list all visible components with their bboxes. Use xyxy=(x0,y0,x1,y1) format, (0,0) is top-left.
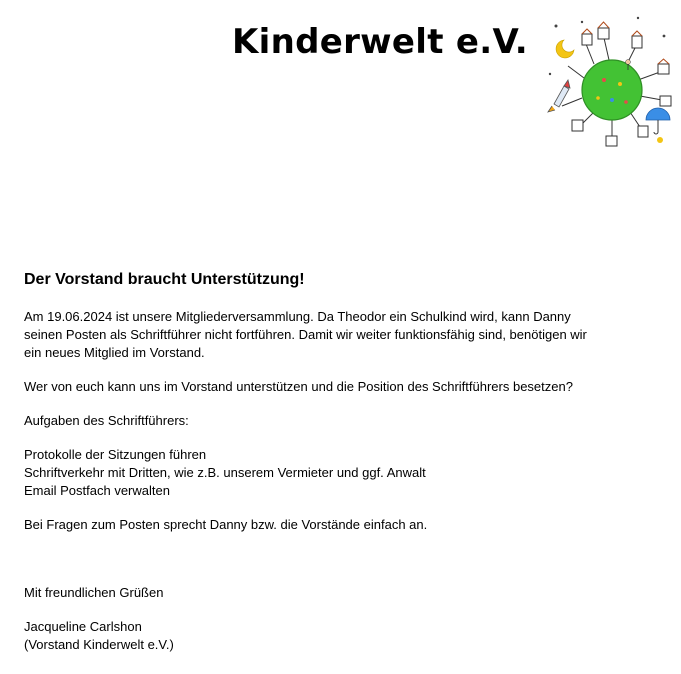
intro-line: ein neues Mitglied im Vorstand. xyxy=(24,345,205,360)
tasks-list xyxy=(24,446,634,500)
signature-name: Jacqueline Carlshon xyxy=(24,619,142,634)
letter-body xyxy=(24,270,634,654)
signature-role: (Vorstand Kinderwelt e.V.) xyxy=(24,637,174,652)
letter-heading: Der Vorstand braucht Unterstützung! xyxy=(24,271,305,288)
question-paragraph: Wer von euch kann uns im Vorstand unterstützen und die Position des Schriftführers besetzen? xyxy=(24,379,573,394)
closing: Mit freundlichen Grüßen xyxy=(24,585,164,600)
task-item: Email Postfach verwalten xyxy=(24,483,170,498)
globe-with-houses-logo xyxy=(542,14,676,148)
intro-paragraph xyxy=(24,308,634,362)
intro-line: seinen Posten als Schriftführer nicht fortführen. Damit wir weiter funktionsfähig sind, benötigen wir xyxy=(24,327,587,342)
org-title: Kinderwelt e.V. xyxy=(232,22,528,62)
signature xyxy=(24,618,634,654)
task-item: Protokolle der Sitzungen führen xyxy=(24,447,207,462)
tasks-heading: Aufgaben des Schriftführers: xyxy=(24,413,189,428)
contact-note: Bei Fragen zum Posten sprecht Danny bzw. die Vorstände einfach an. xyxy=(24,517,428,532)
intro-line: Am 19.06.2024 ist unsere Mitgliederversammlung. Da Theodor ein Schulkind wird, kann Danny xyxy=(24,309,571,324)
task-item: Schriftverkehr mit Dritten, wie z.B. unserem Vermieter und ggf. Anwalt xyxy=(24,465,426,480)
